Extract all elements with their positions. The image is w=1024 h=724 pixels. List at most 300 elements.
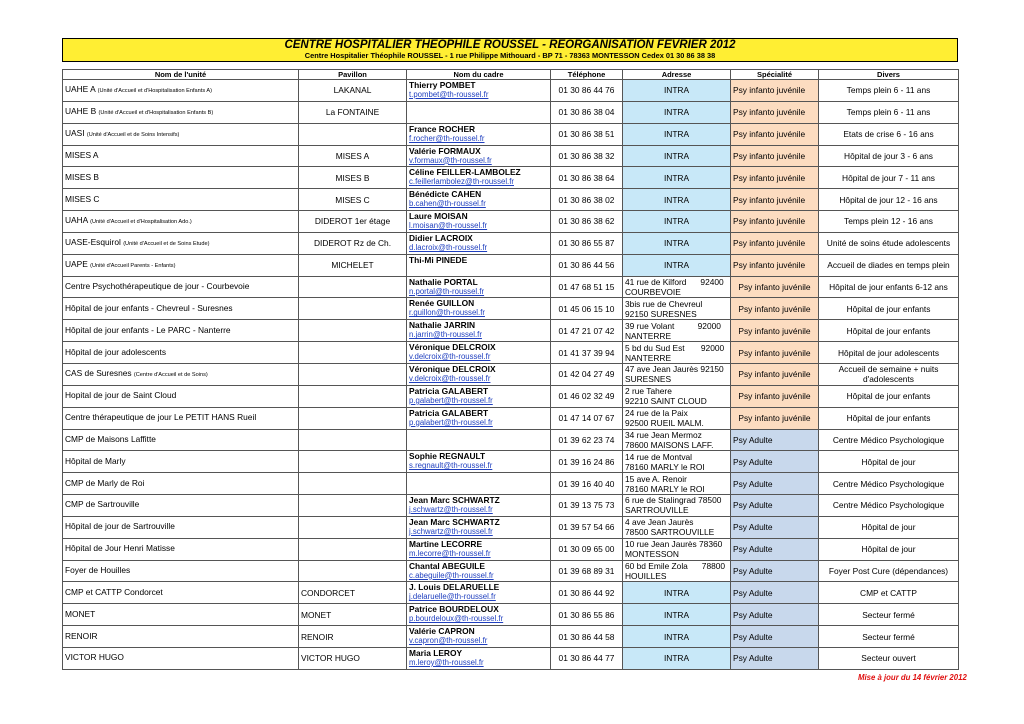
unit-name-cell [63,167,299,189]
col-header-pavillon: Pavillon [299,70,407,80]
cadre-cell [407,604,551,626]
cadre-name: Nathalie PORTAL [409,276,478,287]
adresse-cell: 15 ave A. Renoir 78160 MARLY le ROI [623,473,731,495]
unit-description: (Unité d'Accueil et de Soins Etude) [123,241,210,248]
unit-name-cell [63,363,299,385]
unit-name: UAPE [65,259,91,270]
pavillon-cell: MONET [299,604,407,626]
col-header-unit: Nom de l'unité [63,70,299,80]
specialite-cell: Psy infanto juvénile [731,101,819,123]
divers-cell: Hôpital de jour 3 - 6 ans [819,145,959,167]
unit-name-cell [63,495,299,517]
adresse-cell: 6 rue de Stalingrad 78500 SARTROUVILLE [623,495,731,517]
unit-name: MISES C [65,193,100,204]
pavillon-cell [299,429,407,451]
table-row [63,516,959,538]
telephone-cell: 01 39 62 23 74 [551,429,623,451]
pavillon-cell [299,342,407,364]
specialite-cell: Psy infanto juvénile [731,189,819,211]
cadre-name: J. Louis DELARUELLE [409,582,500,593]
cadre-cell [407,451,551,473]
unit-name: MONET [65,608,96,619]
pavillon-cell: CONDORCET [299,582,407,604]
divers-cell: Hôpital de jour enfants [819,298,959,320]
cadre-name: France ROCHER [409,123,476,134]
unit-name: VICTOR HUGO [65,652,124,663]
adresse-cell: INTRA [623,647,731,669]
cadre-name: Valérie FORMAUX [409,145,481,156]
pavillon-cell: MISES B [299,167,407,189]
adresse-cell: INTRA [623,232,731,254]
unit-name-cell [63,189,299,211]
cadre-email-link[interactable]: v.capron@th-roussel.fr [409,636,488,646]
cadre-cell [407,211,551,233]
cadre-email-link[interactable]: s.regnault@th-roussel.fr [409,461,493,471]
telephone-cell: 01 30 86 44 58 [551,626,623,648]
unit-name: UASE-Esquirol [65,237,124,248]
document-header [62,38,958,62]
cadre-name: Thi-Mi PINEDE [409,254,468,265]
unit-name-cell [63,232,299,254]
pavillon-cell [299,363,407,385]
cadre-name: Véronique DELCROIX [409,342,496,353]
unit-name: Centre thérapeutique de jour Le PETIT HANS Rueil [65,412,257,423]
telephone-cell: 01 30 86 44 77 [551,647,623,669]
unit-name-cell [63,342,299,364]
pavillon-cell: LAKANAL [299,80,407,102]
cadre-name: Maria LEROY [409,647,463,658]
telephone-cell: 01 45 06 15 10 [551,298,623,320]
unit-name: MISES A [65,149,99,160]
table-row [63,80,959,102]
cadre-email-link[interactable]: j.schwartz@th-roussel.fr [409,505,493,515]
cadre-name: Nathalie JARRIN [409,320,476,331]
cadre-cell [407,298,551,320]
cadre-email-link[interactable]: n.jarrin@th-roussel.fr [409,330,482,340]
cadre-email-link[interactable]: d.lacroix@th-roussel.fr [409,242,488,252]
divers-cell: Etats de crise 6 - 16 ans [819,123,959,145]
unit-description: (Unité d'Accueil et de Soins Intensifs) [86,132,180,139]
table-row [63,407,959,429]
table-row [63,232,959,254]
adresse-cell: 3bis rue de Chevreul 92150 SURESNES [623,298,731,320]
telephone-cell: 01 47 21 07 42 [551,320,623,342]
telephone-cell: 01 30 09 65 00 [551,538,623,560]
pavillon-cell: DIDEROT 1er étage [299,211,407,233]
telephone-cell: 01 39 16 40 40 [551,473,623,495]
cadre-email-link[interactable]: v.delcroix@th-roussel.fr [409,373,491,383]
cadre-email-link[interactable]: v.delcroix@th-roussel.fr [409,352,491,362]
unit-name: CMP de Marly de Roi [65,477,145,488]
unit-name-cell [63,604,299,626]
cadre-cell [407,101,551,123]
pavillon-cell [299,451,407,473]
unit-description: (Unité d'Accueil Parents - Enfants) [90,263,176,270]
table-row [63,320,959,342]
telephone-cell: 01 41 37 39 94 [551,342,623,364]
pavillon-cell [299,123,407,145]
divers-cell: Hôpital de jour enfants [819,385,959,407]
specialite-cell: Psy Adulte [731,538,819,560]
adresse-cell: 4 ave Jean Jaurès 78500 SARTROUVILLE [623,516,731,538]
cadre-email-link[interactable]: t.pombet@th-roussel.fr [409,90,489,99]
table-row [63,473,959,495]
cadre-email-link[interactable]: n.portal@th-roussel.fr [409,286,485,296]
col-header-cadre: Nom du cadre [407,70,551,80]
cadre-name: Martine LECORRE [409,538,483,549]
cadre-cell [407,429,551,451]
telephone-cell: 01 30 86 38 62 [551,211,623,233]
table-row [63,211,959,233]
specialite-cell: Psy Adulte [731,429,819,451]
unit-name: UAHE B [65,106,99,117]
telephone-cell: 01 30 86 38 02 [551,189,623,211]
divers-cell: Hôpital de jour [819,451,959,473]
specialite-cell: Psy Adulte [731,604,819,626]
unit-name: CMP de Maisons Laffitte [65,433,156,444]
cadre-email-link[interactable]: j.schwartz@th-roussel.fr [409,526,493,536]
adresse-cell: INTRA [623,211,731,233]
cadre-name: Didier LACROIX [409,232,473,243]
document-title: CENTRE HOSPITALIER THEOPHILE ROUSSEL - REORGANISATION FEVRIER 2012 [284,39,736,51]
cadre-email-link[interactable]: b.cahen@th-roussel.fr [409,199,486,209]
cadre-name: Thierry POMBET [409,80,476,90]
unit-name-cell [63,473,299,495]
cadre-email-link[interactable]: c.feillerlambolez@th-roussel.fr [409,177,514,187]
cadre-email-link[interactable]: v.formaux@th-roussel.fr [409,155,492,165]
unit-name: Hôpital de Jour Henri Matisse [65,543,175,554]
cadre-email-link[interactable]: f.rocher@th-roussel.fr [409,133,485,143]
specialite-cell: Psy infanto juvénile [731,342,819,364]
divers-cell: Hôpital de jour [819,538,959,560]
cadre-cell [407,495,551,517]
specialite-cell: Psy Adulte [731,560,819,582]
pavillon-cell [299,560,407,582]
specialite-cell: Psy Adulte [731,582,819,604]
unit-name: Hôpital de jour enfants - Chevreul - Suresnes [65,302,233,313]
telephone-cell: 01 39 13 75 73 [551,495,623,517]
unit-name: Hôpital de jour de Sartrouville [65,521,175,532]
table-row [63,647,959,669]
document-subtitle: Centre Hospitalier Théophile ROUSSEL - 1 rue Philippe Mithouard - BP 71 - 78363 MONTESSON Cedex 01 30 86 38 38 [304,51,716,60]
cadre-cell [407,407,551,429]
pavillon-cell [299,538,407,560]
pavillon-cell: La FONTAINE [299,101,407,123]
unit-name: CMP de Sartrouville [65,499,140,510]
cadre-cell [407,342,551,364]
cadre-cell [407,626,551,648]
specialite-cell: Psy infanto juvénile [731,276,819,298]
specialite-cell: Psy Adulte [731,451,819,473]
specialite-cell: Psy infanto juvénile [731,80,819,102]
pavillon-cell [299,385,407,407]
unit-name-cell [63,582,299,604]
pavillon-cell: MISES A [299,145,407,167]
cadre-email-link[interactable]: p.bourdeloux@th-roussel.fr [409,614,504,624]
col-header-adresse: Adresse [623,70,731,80]
cadre-email-link[interactable]: l.moisan@th-roussel.fr [409,221,488,231]
telephone-cell: 01 30 86 38 04 [551,101,623,123]
telephone-cell: 01 47 68 51 15 [551,276,623,298]
telephone-cell: 01 39 16 24 86 [551,451,623,473]
telephone-cell: 01 39 68 89 31 [551,560,623,582]
table-row [63,167,959,189]
adresse-cell: 34 rue Jean Mermoz 78600 MAISONS LAFF. [623,429,731,451]
col-header-telephone: Téléphone [551,70,623,80]
unit-name-cell [63,276,299,298]
cadre-cell [407,145,551,167]
cadre-email-link[interactable]: p.galabert@th-roussel.fr [409,417,493,427]
cadre-name: Jean Marc SCHWARTZ [409,495,500,506]
pavillon-cell [299,473,407,495]
divers-cell: Unité de soins étude adolescents [819,232,959,254]
unit-name: Centre Psychothérapeutique de jour - Courbevoie [65,281,250,292]
adresse-cell: 10 rue Jean Jaurès 78360 MONTESSON [623,538,731,560]
unit-name-cell [63,451,299,473]
pavillon-cell [299,298,407,320]
telephone-cell: 01 30 86 55 86 [551,604,623,626]
divers-cell: Hôpital de jour 7 - 11 ans [819,167,959,189]
divers-cell: Hôpital de jour adolescents [819,342,959,364]
unit-name: RENOIR [65,630,98,641]
cadre-cell [407,385,551,407]
unit-name-cell [63,647,299,669]
divers-cell: Secteur ouvert [819,647,959,669]
cadre-cell [407,276,551,298]
unit-name: UAHA [65,215,91,226]
specialite-cell: Psy Adulte [731,626,819,648]
cadre-name: Renée GUILLON [409,298,475,309]
specialite-cell: Psy infanto juvénile [731,320,819,342]
specialite-cell: Psy infanto juvénile [731,254,819,276]
cadre-cell [407,254,551,276]
specialite-cell: Psy Adulte [731,473,819,495]
pavillon-cell [299,495,407,517]
adresse-cell: 24 rue de la Paix 92500 RUEIL MALM. [623,407,731,429]
unit-description: (Unité d'Accueil et d'Hospitalisation Enfants B) [98,110,214,117]
table-row [63,254,959,276]
divers-cell: Centre Médico Psychologique [819,495,959,517]
cadre-name: Valérie CAPRON [409,626,475,637]
table-row [63,145,959,167]
unit-name: UASI [65,128,87,139]
unit-name-cell [63,298,299,320]
unit-description: (Centre d'Accueil et de Soins) [133,372,208,379]
adresse-cell: INTRA [623,80,731,102]
adresse-cell: INTRA [623,254,731,276]
col-header-specialite: Spécialité [731,70,819,80]
cadre-email-link[interactable]: p.galabert@th-roussel.fr [409,395,493,405]
divers-cell: Secteur fermé [819,604,959,626]
divers-cell: Foyer Post Cure (dépendances) [819,560,959,582]
unit-name-cell [63,101,299,123]
unit-name: UAHE A [65,84,98,95]
unit-name-cell [63,560,299,582]
unit-name-cell [63,407,299,429]
divers-cell: Secteur fermé [819,626,959,648]
table-row [63,101,959,123]
unit-name-cell [63,254,299,276]
telephone-cell: 01 30 86 44 56 [551,254,623,276]
adresse-cell: INTRA [623,167,731,189]
specialite-cell: Psy infanto juvénile [731,232,819,254]
specialite-cell: Psy Adulte [731,647,819,669]
table-row [63,538,959,560]
divers-cell: Hôpital de jour [819,516,959,538]
cadre-name: Céline FEILLER-LAMBOLEZ [409,167,521,178]
divers-cell: Hôpital de jour enfants [819,407,959,429]
unit-name-cell [63,145,299,167]
adresse-cell: INTRA [623,626,731,648]
unit-name: MISES B [65,171,99,182]
pavillon-cell [299,276,407,298]
specialite-cell: Psy infanto juvénile [731,123,819,145]
divers-cell: Hôpital de jour enfants [819,320,959,342]
adresse-cell: 5 bd du Sud Est 92000 NANTERRE [623,342,731,364]
cadre-name: Patrice BOURDELOUX [409,604,499,615]
adresse-cell: 47 ave Jean Jaurès 92150 SURESNES [623,363,731,385]
unit-name-cell [63,385,299,407]
cadre-name: Jean Marc SCHWARTZ [409,516,500,527]
cadre-email-link[interactable]: c.abeguile@th-roussel.fr [409,570,494,580]
unit-name: Hopital de jour de Saint Cloud [65,390,177,401]
cadre-cell [407,560,551,582]
telephone-cell: 01 30 86 38 51 [551,123,623,145]
telephone-cell: 01 30 86 38 64 [551,167,623,189]
divers-cell: Accueil de diades en temps plein [819,254,959,276]
divers-cell: Temps plein 12 - 16 ans [819,211,959,233]
table-row [63,385,959,407]
specialite-cell: Psy infanto juvénile [731,145,819,167]
table-row [63,363,959,385]
unit-name-cell [63,429,299,451]
table-row [63,451,959,473]
table-row [63,604,959,626]
unit-name-cell [63,80,299,102]
pavillon-cell: RENOIR [299,626,407,648]
telephone-cell: 01 39 57 54 66 [551,516,623,538]
adresse-cell: 2 rue Tahere 92210 SAINT CLOUD [623,385,731,407]
unit-name: CAS de Suresnes [65,368,134,379]
divers-cell: Hôpital de jour enfants 6-12 ans [819,276,959,298]
pavillon-cell: MICHELET [299,254,407,276]
adresse-cell: INTRA [623,123,731,145]
table-row [63,560,959,582]
specialite-cell: Psy infanto juvénile [731,407,819,429]
table-row [63,495,959,517]
table-row [63,298,959,320]
adresse-cell: INTRA [623,145,731,167]
specialite-cell: Psy infanto juvénile [731,363,819,385]
cadre-email-link[interactable]: r.guillon@th-roussel.fr [409,308,485,318]
cadre-cell [407,189,551,211]
adresse-cell: INTRA [623,101,731,123]
cadre-cell [407,167,551,189]
table-row [63,123,959,145]
pavillon-cell: VICTOR HUGO [299,647,407,669]
cadre-cell [407,582,551,604]
cadre-cell [407,363,551,385]
cadre-email-link[interactable]: j.delaruelle@th-roussel.fr [409,592,496,602]
cadre-cell [407,320,551,342]
adresse-cell: 39 rue Volant 92000 NANTERRE [623,320,731,342]
unit-name-cell [63,538,299,560]
specialite-cell: Psy Adulte [731,516,819,538]
cadre-cell [407,80,551,102]
unit-name-cell [63,626,299,648]
adresse-cell: INTRA [623,189,731,211]
pavillon-cell: DIDEROT Rz de Ch. [299,232,407,254]
pavillon-cell: MISES C [299,189,407,211]
table-row [63,189,959,211]
cadre-cell [407,538,551,560]
pavillon-cell [299,320,407,342]
adresse-cell: 60 bd Emile Zola 78800 HOUILLES [623,560,731,582]
unit-description: (Unité d'Accueil et d'Hospitalisation Ado.) [90,219,192,226]
update-note: Mise à jour du 14 février 2012 [858,673,967,682]
table-row [63,429,959,451]
cadre-email-link[interactable]: m.lecorre@th-roussel.fr [409,548,491,558]
cadre-name: Patricia GALABERT [409,407,489,418]
divers-cell: Temps plein 6 - 11 ans [819,80,959,102]
telephone-cell: 01 30 86 38 32 [551,145,623,167]
unit-name: Foyer de Houilles [65,564,131,575]
specialite-cell: Psy infanto juvénile [731,211,819,233]
units-table [62,69,959,670]
cadre-name: Véronique DELCROIX [409,363,496,374]
table-row [63,276,959,298]
cadre-cell [407,516,551,538]
pavillon-cell [299,407,407,429]
table-header-row [63,70,959,80]
unit-name-cell [63,211,299,233]
pavillon-cell [299,516,407,538]
cadre-name: Bénédicte CAHEN [409,189,482,200]
specialite-cell: Psy Adulte [731,495,819,517]
cadre-email-link[interactable]: m.leroy@th-roussel.fr [409,657,484,667]
unit-name: Hôpital de Marly [65,455,126,466]
telephone-cell: 01 42 04 27 49 [551,363,623,385]
telephone-cell: 01 47 14 07 67 [551,407,623,429]
adresse-cell: 41 rue de Kilford 92400 COURBEVOIE [623,276,731,298]
cadre-cell [407,473,551,495]
unit-name: Hôpital de jour enfants - Le PARC - Nanterre [65,324,231,335]
cadre-cell [407,647,551,669]
divers-cell: Hôpital de jour 12 - 16 ans [819,189,959,211]
cadre-name: Sophie REGNAULT [409,451,486,462]
divers-cell: Accueil de semaine + nuits d'adolescents [819,363,959,385]
divers-cell: Temps plein 6 - 11 ans [819,101,959,123]
cadre-name: Chantal ABEGUILE [409,560,486,571]
adresse-cell: INTRA [623,604,731,626]
specialite-cell: Psy infanto juvénile [731,385,819,407]
divers-cell: Centre Médico Psychologique [819,429,959,451]
specialite-cell: Psy infanto juvénile [731,298,819,320]
unit-description: (Unité d'Accueil et d'Hospitalisation Enfants A) [97,88,212,95]
telephone-cell: 01 30 86 44 76 [551,80,623,102]
adresse-cell: INTRA [623,582,731,604]
table-row [63,626,959,648]
unit-name-cell [63,320,299,342]
adresse-cell: 14 rue de Montval 78160 MARLY le ROI [623,451,731,473]
col-header-divers: Divers [819,70,959,80]
cadre-name: Laure MOISAN [409,211,468,222]
cadre-cell [407,123,551,145]
cadre-cell [407,232,551,254]
unit-name-cell [63,516,299,538]
divers-cell: Centre Médico Psychologique [819,473,959,495]
unit-name-cell [63,123,299,145]
